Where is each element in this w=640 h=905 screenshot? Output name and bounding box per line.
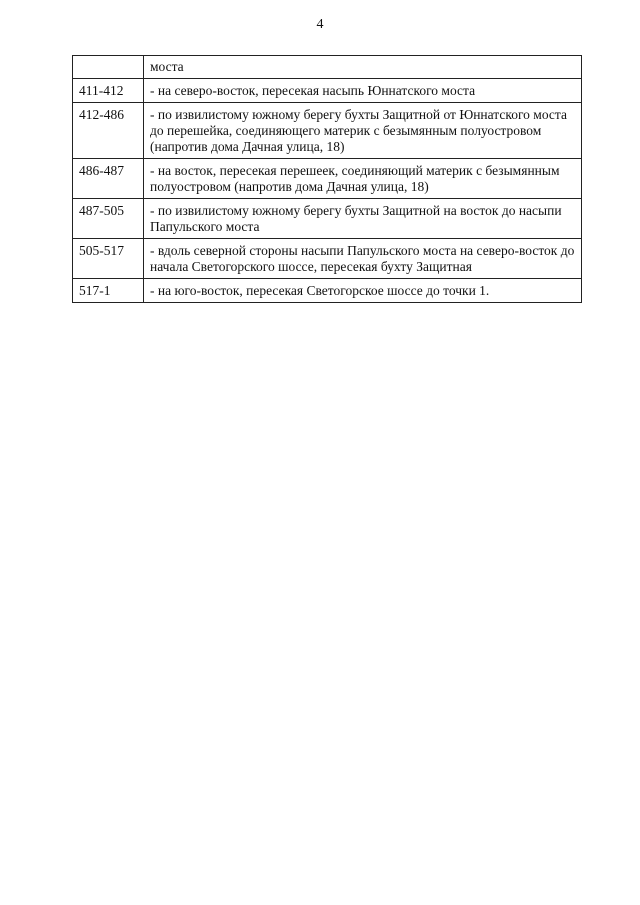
description-cell: - по извилистому южному берегу бухты Защитной на восток до насыпи Папульского моста — [144, 199, 582, 239]
description-cell: - на северо-восток, пересекая насыпь Юннатского моста — [144, 79, 582, 103]
segment-cell — [73, 56, 144, 79]
table-row — [73, 103, 582, 159]
segment-cell: 505-517 — [73, 239, 144, 279]
description-cell: - вдоль северной стороны насыпи Папульского моста на северо-восток до начала Светогорского шоссе, пересекая бухту Защитная — [144, 239, 582, 279]
table-row — [73, 56, 582, 79]
table-row — [73, 279, 582, 303]
page-number: 4 — [316, 17, 324, 32]
segment-cell: 487-505 — [73, 199, 144, 239]
table-row — [73, 199, 582, 239]
table-row — [73, 159, 582, 199]
segment-cell: 517-1 — [73, 279, 144, 303]
description-cell: - на юго-восток, пересекая Светогорское шоссе до точки 1. — [144, 279, 582, 303]
segment-cell: 486-487 — [73, 159, 144, 199]
segment-cell: 412-486 — [73, 103, 144, 159]
table-row — [73, 79, 582, 103]
description-cell: - по извилистому южному берегу бухты Защитной от Юннатского моста до перешейка, соединяющего материк с безымянным полуостровом (напротив дома Дачная улица, 18) — [144, 103, 582, 159]
boundary-description-table — [72, 55, 582, 303]
description-cell: - на восток, пересекая перешеек, соединяющий материк с безымянным полуостровом (напротив дома Дачная улица, 18) — [144, 159, 582, 199]
table-row — [73, 239, 582, 279]
description-cell: моста — [144, 56, 582, 79]
segment-cell: 411-412 — [73, 79, 144, 103]
